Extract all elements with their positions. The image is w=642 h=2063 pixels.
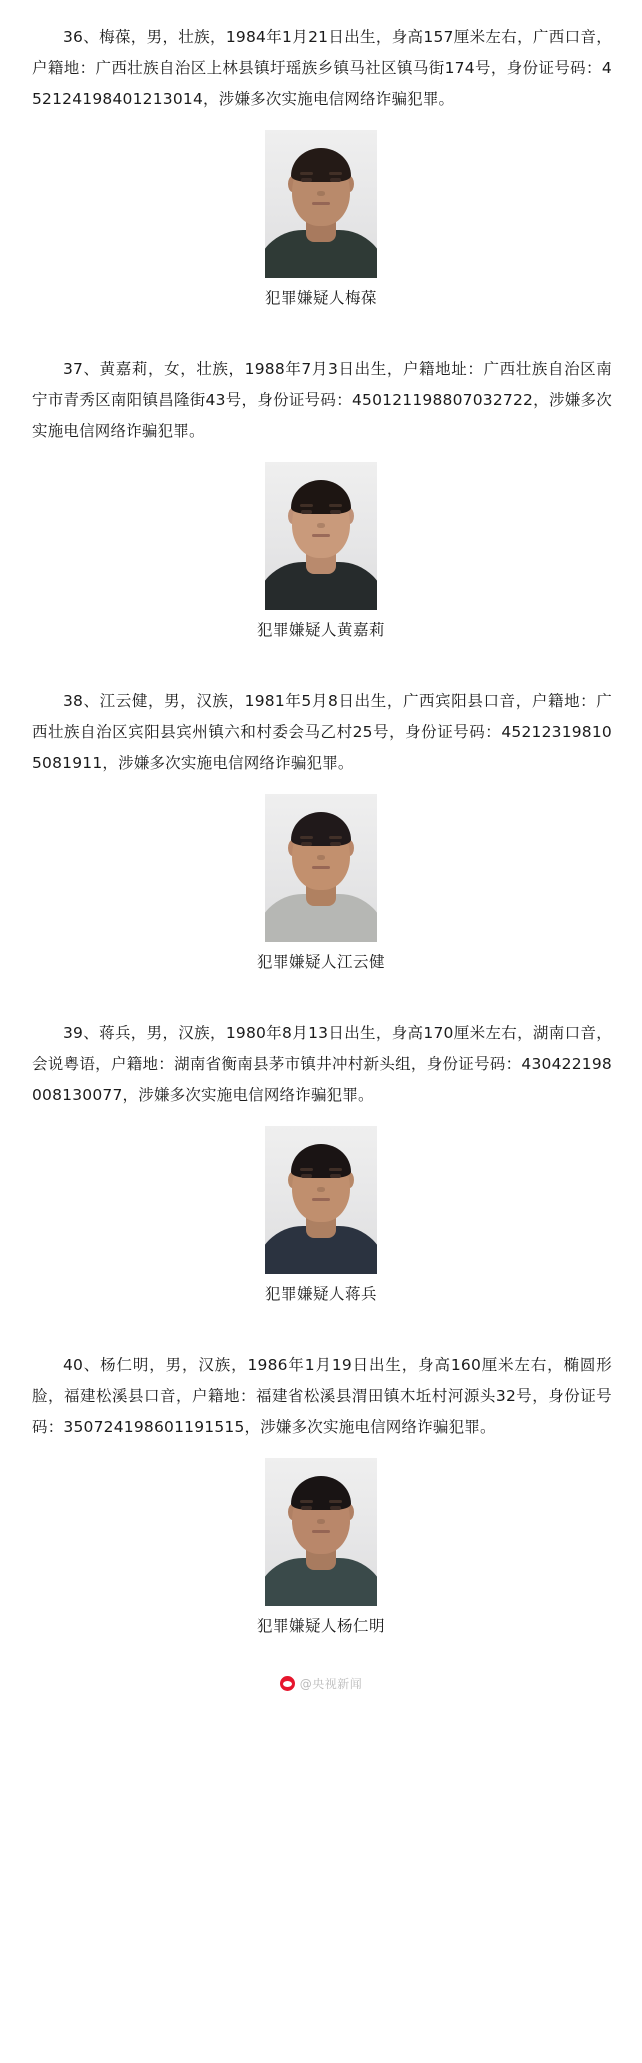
portrait-eye-left — [301, 1506, 312, 1510]
portrait-mouth — [312, 1530, 330, 1533]
portrait-brow-left — [300, 504, 313, 507]
portrait-eye-left — [301, 178, 312, 182]
portrait-brow-left — [300, 172, 313, 175]
portrait-nose — [317, 1187, 325, 1192]
entry-spacer — [0, 312, 642, 338]
suspect-entry — [0, 1350, 642, 1641]
suspect-photo-block — [0, 1458, 642, 1640]
suspect-photo — [265, 1126, 377, 1274]
suspect-photo-block — [0, 794, 642, 976]
suspect-photo-block — [0, 130, 642, 312]
watermark — [0, 1666, 642, 1700]
suspect-entry — [0, 354, 642, 645]
portrait-brow-right — [329, 1500, 342, 1503]
portrait-mouth — [312, 1198, 330, 1201]
portrait-mouth — [312, 866, 330, 869]
portrait-eye-left — [301, 1174, 312, 1178]
portrait-mouth — [312, 534, 330, 537]
portrait-brow-left — [300, 1168, 313, 1171]
entry-spacer — [0, 644, 642, 670]
portrait-brow-right — [329, 172, 342, 175]
suspect-entry — [0, 1018, 642, 1309]
suspect-photo-block — [0, 1126, 642, 1308]
portrait-eye-left — [301, 510, 312, 514]
portrait-eye-right — [330, 842, 341, 846]
portrait-eye-right — [330, 178, 341, 182]
suspect-photo-block — [0, 462, 642, 644]
suspect-caption: 犯罪嫌疑人黄嘉莉 — [256, 621, 385, 639]
portrait-nose — [317, 191, 325, 196]
portrait-eye-right — [330, 1506, 341, 1510]
entry-spacer — [0, 976, 642, 1002]
portrait-eye-right — [330, 1174, 341, 1178]
suspect-description: 38、江云健，男，汉族，1981年5月8日出生，广西宾阳县口音，户籍地：广西壮族自治区宾阳县宾州镇六和村委会马乙村25号，身份证号码：452123198105081911，涉嫌多次实施电信网络诈骗犯罪。 — [32, 691, 612, 772]
suspect-description: 40、杨仁明，男，汉族，1986年1月19日出生，身高160厘米左右，椭圆形脸，福建松溪县口音，户籍地：福建省松溪县渭田镇木坵村河源头32号，身份证号码：350724198601191515，涉嫌多次实施电信网络诈骗犯罪。 — [32, 1355, 612, 1436]
portrait-eye-left — [301, 842, 312, 846]
suspect-caption: 犯罪嫌疑人杨仁明 — [256, 1617, 385, 1635]
suspect-caption: 犯罪嫌疑人蒋兵 — [264, 1285, 377, 1303]
suspect-entry — [0, 686, 642, 977]
portrait-brow-right — [329, 1168, 342, 1171]
suspect-caption: 犯罪嫌疑人江云健 — [256, 953, 385, 971]
portrait-nose — [317, 855, 325, 860]
portrait-eye-right — [330, 510, 341, 514]
portrait-brow-right — [329, 836, 342, 839]
portrait-mouth — [312, 202, 330, 205]
suspect-description: 37、黄嘉莉，女，壮族，1988年7月3日出生，户籍地址：广西壮族自治区南宁市青秀区南阳镇昌隆街43号，身份证号码：450121198807032722，涉嫌多次实施电信网络诈骗犯罪。 — [32, 359, 612, 440]
entry-spacer — [0, 1308, 642, 1334]
weibo-logo-icon — [280, 1676, 295, 1691]
portrait-brow-right — [329, 504, 342, 507]
suspect-description: 39、蒋兵，男，汉族，1980年8月13日出生，身高170厘米左右，湖南口音，会说粤语，户籍地：湖南省衡南县茅市镇井冲村新头组，身份证号码：430422198008130077，涉嫌多次实施电信网络诈骗犯罪。 — [32, 1023, 612, 1104]
watermark-text: @央视新闻 — [299, 1676, 363, 1691]
portrait-nose — [317, 1519, 325, 1524]
suspect-description: 36、梅葆，男，壮族，1984年1月21日出生，身高157厘米左右，广西口音，户籍地：广西壮族自治区上林县镇圩瑶族乡镇马社区镇马街174号，身份证号码：452124198401213014，涉嫌多次实施电信网络诈骗犯罪。 — [32, 27, 612, 108]
suspect-photo — [265, 462, 377, 610]
suspect-photo — [265, 1458, 377, 1606]
suspect-photo — [265, 794, 377, 942]
portrait-nose — [317, 523, 325, 528]
suspect-entry — [0, 22, 642, 313]
suspect-caption: 犯罪嫌疑人梅葆 — [264, 289, 377, 307]
suspect-photo — [265, 130, 377, 278]
portrait-brow-left — [300, 1500, 313, 1503]
portrait-brow-left — [300, 836, 313, 839]
